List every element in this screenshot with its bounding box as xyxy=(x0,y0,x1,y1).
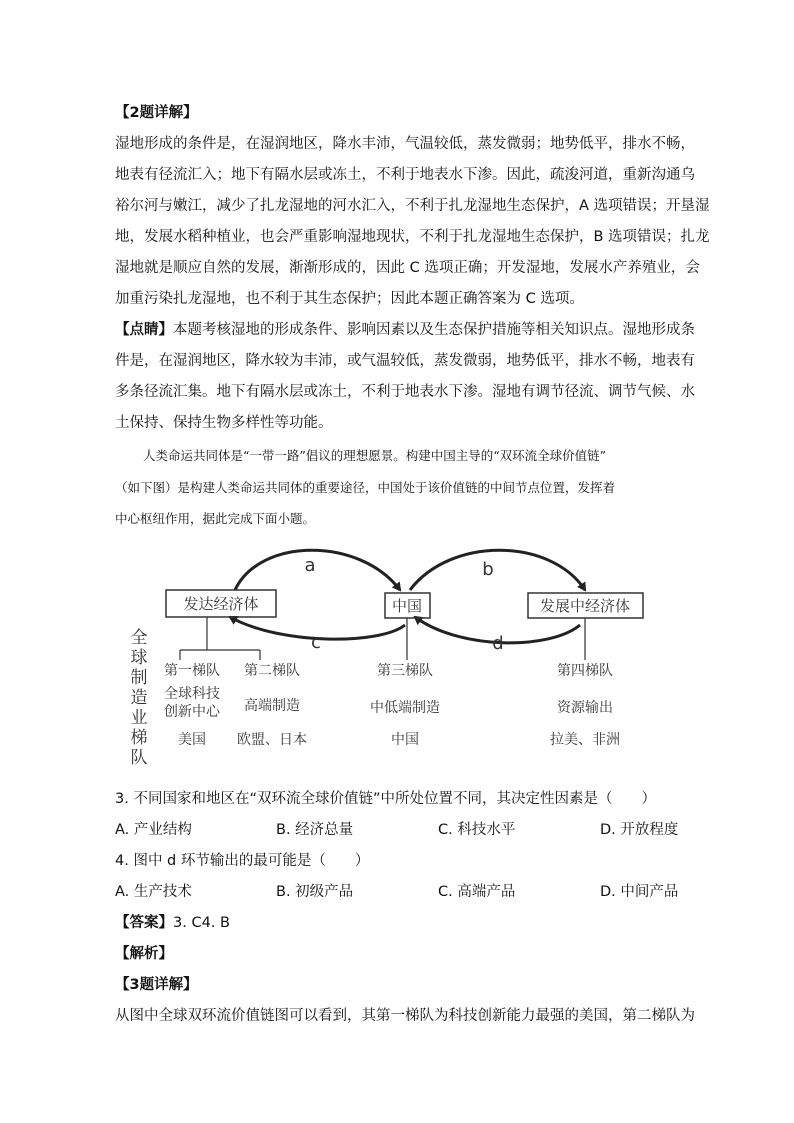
q3-option-d: D. 开放程度 xyxy=(600,822,679,838)
analysis-heading: 【解析】 xyxy=(115,946,173,962)
tier3-name: 第三梯队 xyxy=(377,663,433,679)
arrow-b xyxy=(410,550,585,590)
arrow-d-label: d xyxy=(492,633,504,654)
side-label-char: 梯 xyxy=(130,728,148,748)
arrow-a xyxy=(235,550,400,590)
developing-label: 发展中经济体 xyxy=(539,597,631,615)
intro-line: （如下图）是构建人类命运共同体的重要途径，中国处于该价值链的中间节点位置，发挥着 xyxy=(115,480,616,495)
q3-stem: 3. 不同国家和地区在“双环流全球价值链”中所处位置不同，其决定性因素是（ ） xyxy=(115,791,656,807)
answer-heading: 【答案】 xyxy=(115,915,173,931)
section2-line: 湿地就是顺应自然的发展，渐渐形成的，因此 C 选项正确；开发湿地，发展水产养殖业，会 xyxy=(115,260,700,276)
tier4-name: 第四梯队 xyxy=(557,663,613,679)
tier1-region: 美国 xyxy=(178,732,206,748)
side-label-char: 制 xyxy=(130,668,148,688)
side-label-char: 全 xyxy=(130,628,148,648)
section2-line: 湿地形成的条件是，在湿润地区，降水丰沛，气温较低，蒸发微弱；地势低平，排水不畅， xyxy=(115,136,695,152)
tier1-role: 创新中心 xyxy=(164,704,220,720)
comment-text: 本题考核湿地的形成条件、影响因素以及生态保护措施等相关知识点。湿地形成条 xyxy=(173,322,695,338)
q4-option-d: D. 中间产品 xyxy=(600,884,679,900)
comment-line: 多条径流汇集。地下有隔水层或冻土，不利于地表水下渗。湿地有调节径流、调节气候、水 xyxy=(115,384,695,400)
tier2-name: 第二梯队 xyxy=(244,663,300,679)
answer-value: 3. C4. B xyxy=(173,915,230,931)
q3-option-a: A. 产业结构 xyxy=(115,822,192,838)
tier2-role: 高端制造 xyxy=(244,698,300,714)
tier1-role: 全球科技 xyxy=(164,686,220,702)
section3-line: 从图中全球双环流价值链图可以看到，其第一梯队为科技创新能力最强的美国，第二梯队为 xyxy=(115,1008,695,1024)
q4-option-b: B. 初级产品 xyxy=(276,884,354,900)
intro-line: 中心枢纽作用，据此完成下面小题。 xyxy=(115,511,316,526)
tier2-region: 欧盟、日本 xyxy=(237,732,307,748)
answer-line xyxy=(115,913,230,933)
tier1-name: 第一梯队 xyxy=(164,663,220,679)
arrow-a-label: a xyxy=(304,555,316,576)
comment-heading: 【点睛】 xyxy=(115,322,173,338)
q4-stem: 4. 图中 d 环节输出的最可能是（ ） xyxy=(115,853,370,869)
section2-line: 地，发展水稻种植业，也会严重影响湿地现状，不利于扎龙湿地生态保护，B 选项错误；扎龙 xyxy=(115,229,710,245)
comment-line: 件是，在湿润地区，降水较为丰沛，或气温较低，蒸发微弱，地势低平，排水不畅，地表有 xyxy=(115,353,695,369)
side-label-char: 球 xyxy=(130,648,148,668)
tier4-role: 资源输出 xyxy=(557,700,613,716)
q3-option-b: B. 经济总量 xyxy=(276,822,354,838)
comment-line: 土保持、保持生物多样性等功能。 xyxy=(115,415,333,431)
section2-heading: 【2题详解】 xyxy=(115,105,198,121)
tier4-region: 拉美、非洲 xyxy=(550,732,620,748)
q4-option-c: C. 高端产品 xyxy=(438,884,516,900)
developed-label: 发达经济体 xyxy=(183,595,259,613)
q4-option-a: A. 生产技术 xyxy=(115,884,192,900)
intro-line: 人类命运共同体是“一带一路”倡议的理想愿景。构建中国主导的“双环流全球价值链” xyxy=(143,448,607,463)
section3-heading: 【3题详解】 xyxy=(115,977,198,993)
side-label-char: 造 xyxy=(130,688,148,708)
value-chain-diagram xyxy=(120,545,660,775)
section2-line: 裕尔河与嫩江，减少了扎龙湿地的河水汇入，不利于扎龙湿地生态保护，A 选项错误；开垦湿 xyxy=(115,198,710,214)
q3-option-c: C. 科技水平 xyxy=(438,822,516,838)
arrow-c-label: c xyxy=(311,632,321,653)
tier3-region: 中国 xyxy=(391,732,419,748)
side-label-char: 业 xyxy=(130,708,148,728)
comment-first-line xyxy=(115,320,695,340)
section2-line: 地表有径流汇入；地下有隔水层或冻土，不利于地表水下渗。因此，疏浚河道，重新沟通乌 xyxy=(115,167,695,183)
china-label: 中国 xyxy=(391,597,423,615)
side-label-char: 队 xyxy=(130,748,148,768)
tier3-role: 中低端制造 xyxy=(370,700,440,716)
arrow-b-label: b xyxy=(482,559,494,580)
section2-line: 加重污染扎龙湿地，也不利于其生态保护；因此本题正确答案为 C 选项。 xyxy=(115,291,584,307)
